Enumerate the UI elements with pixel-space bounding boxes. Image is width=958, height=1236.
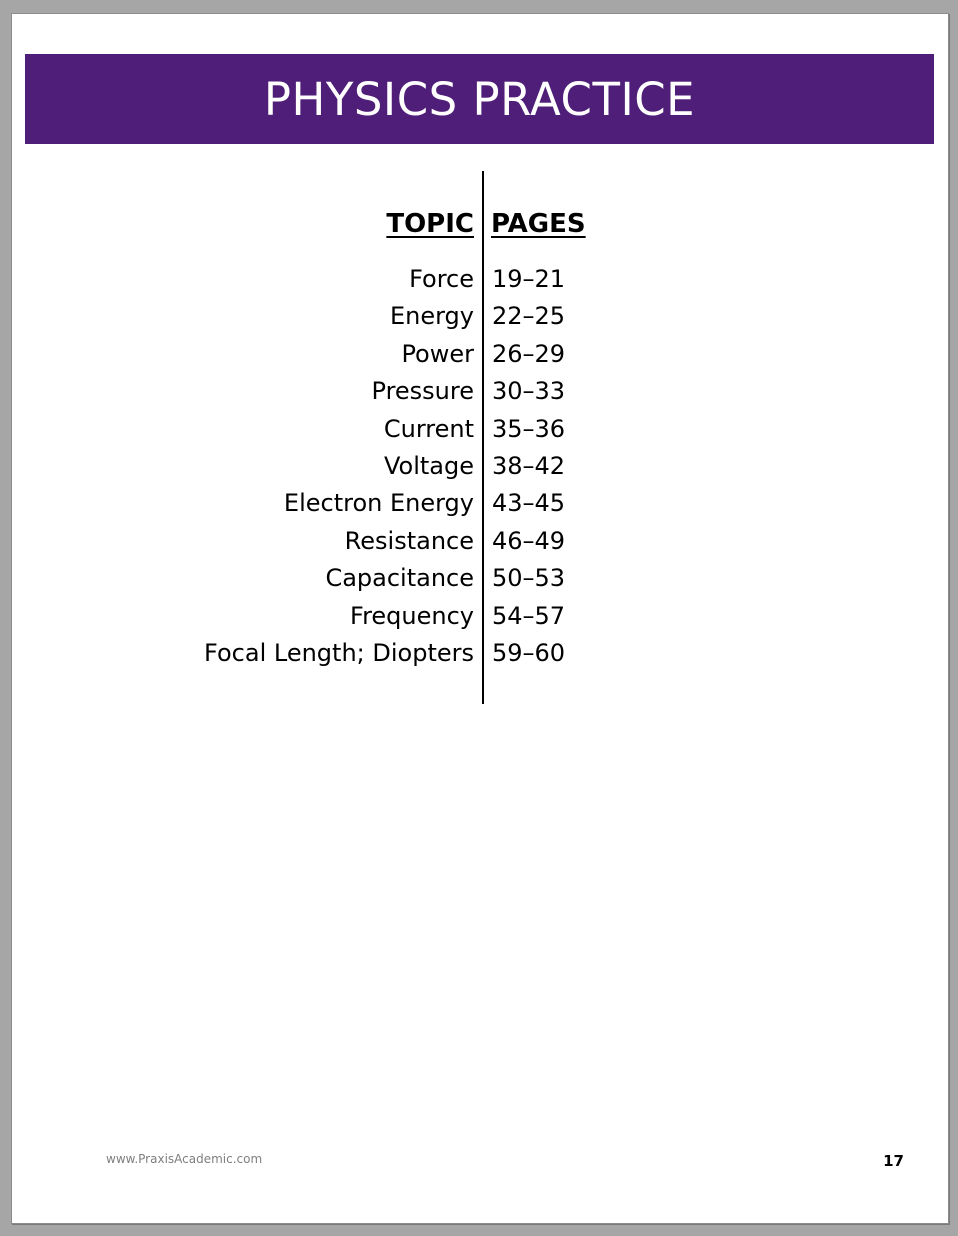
toc-pages: 22–25 (492, 302, 566, 331)
pages-column-header: PAGES (491, 209, 586, 239)
toc-row (12, 375, 948, 412)
toc-pages: 19–21 (492, 265, 566, 293)
toc-topic: Pressure (371, 377, 474, 406)
toc-topic: Resistance (344, 526, 474, 555)
toc-topic: Voltage (383, 451, 474, 480)
toc-row (12, 450, 948, 487)
toc-pages: 38–42 (492, 451, 566, 480)
title-banner (25, 54, 934, 144)
toc-topic: Frequency (350, 601, 474, 630)
toc-pages: 50–53 (492, 564, 566, 593)
toc-topic: Force (409, 265, 474, 293)
toc-row (12, 637, 948, 674)
toc-topic: Focal Length; Diopters (204, 638, 474, 667)
toc-row (12, 600, 948, 637)
footer-website-url: www.PraxisAcademic.com (106, 1152, 263, 1166)
toc-pages: 35–36 (492, 414, 566, 443)
toc-topic: Current (383, 414, 474, 443)
toc-row (12, 487, 948, 524)
page-number: 17 (883, 1152, 904, 1170)
toc-row (12, 300, 948, 337)
toc-pages: 59–60 (492, 638, 566, 667)
toc-pages: 54–57 (492, 601, 566, 630)
toc-row (12, 338, 948, 375)
toc-row (12, 525, 948, 562)
toc-topic: Power (401, 339, 474, 368)
toc-topic: Capacitance (325, 564, 474, 593)
toc-pages: 30–33 (492, 377, 566, 406)
toc-pages: 43–45 (492, 489, 566, 518)
toc-row (12, 562, 948, 599)
topic-column-header: TOPIC (386, 209, 474, 239)
toc-pages: 26–29 (492, 339, 566, 368)
toc-topic: Energy (389, 302, 474, 331)
table-of-contents (12, 263, 948, 674)
toc-row (12, 263, 948, 300)
page-title: PHYSICS PRACTICE (263, 72, 696, 126)
toc-row (12, 413, 948, 450)
toc-pages: 46–49 (492, 526, 566, 555)
document-page (11, 13, 949, 1224)
toc-topic: Electron Energy (283, 489, 474, 518)
